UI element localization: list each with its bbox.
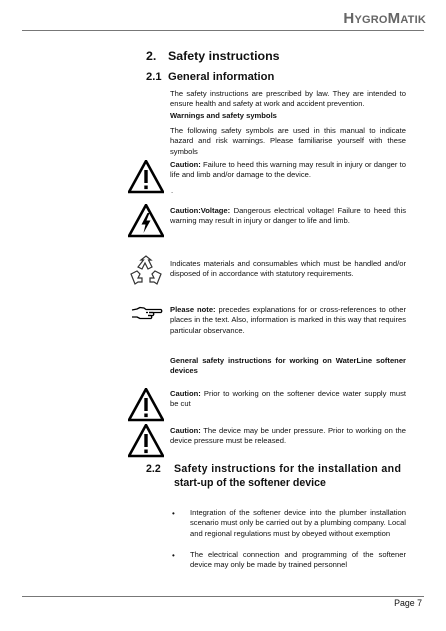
bullet-item: The electrical connection and programming of the softener device may only be made by trained personnel <box>190 550 406 570</box>
recycling-icon <box>128 254 164 288</box>
water-supply-caution-label: Caution: <box>170 389 201 398</box>
warning-triangle-icon <box>128 388 164 422</box>
warning-triangle-icon <box>128 424 164 458</box>
voltage-warning-icon <box>128 204 164 238</box>
caution-label: Caution: <box>170 160 201 169</box>
please-note-paragraph <box>170 305 406 336</box>
pressure-caution-text: The device may be under pressure. Prior to working on the device pressure must be released. <box>170 426 406 446</box>
header-rule <box>22 30 424 31</box>
bullet-marker: • <box>172 509 175 518</box>
pressure-caution-label: Caution: <box>170 426 201 435</box>
please-note-label: Please note: <box>170 305 216 314</box>
pointing-hand-icon <box>131 305 163 321</box>
please-note-text: precedes explanations for or cross-references to other places in the text. Also, information is marked in this way that requires particular observance. <box>170 305 406 335</box>
recycling-paragraph <box>170 259 406 280</box>
bullet-item: Integration of the softener device into the plumber installation scenario must only be carried out by a plumbing company. Local and regional regulations must by obeyed without exemption <box>190 508 406 538</box>
subsection-title-general-information: 2.1 General information <box>146 71 275 83</box>
water-supply-caution-paragraph <box>170 389 406 410</box>
voltage-caution-paragraph <box>170 206 406 227</box>
intro-paragraph: The safety instructions are prescribed by law. They are intended to ensure health and safety at work and accident prevention. <box>170 89 406 109</box>
pressure-caution-paragraph <box>170 426 406 447</box>
stray-dot: . <box>171 186 174 195</box>
section-title: 2. Safety instructions <box>146 49 280 63</box>
caution-text: Failure to heed this warning may result in injury or danger to life and limb and/or damage to the device. <box>170 160 406 180</box>
general-safety-heading: General safety instructions for working on WaterLine softener devices <box>170 356 406 376</box>
voltage-caution-label: Caution:Voltage: <box>170 206 231 215</box>
warnings-paragraph: The following safety symbols are used in this manual to indicate hazard and risk warnings. Please familiarise yourself with these symbols <box>170 126 406 156</box>
voltage-caution-text: Dangerous electrical voltage! Failure to heed this warning may result in injury or danger to life and limb. <box>170 206 406 226</box>
recycling-text: Indicates materials and consumables which must be handled and/or disposed of in accordance with statutory requirements. <box>170 259 406 279</box>
page-number: Page 7 <box>394 598 422 608</box>
bullet-marker: • <box>172 551 175 560</box>
warning-triangle-icon <box>128 160 164 194</box>
caution-paragraph <box>170 160 406 181</box>
warnings-heading: Warnings and safety symbols <box>170 111 277 120</box>
footer-rule <box>22 596 424 597</box>
water-supply-caution-text: Prior to working on the softener device water supply must be cut <box>170 389 406 409</box>
company-logo: HYGROMATIK <box>343 10 426 27</box>
